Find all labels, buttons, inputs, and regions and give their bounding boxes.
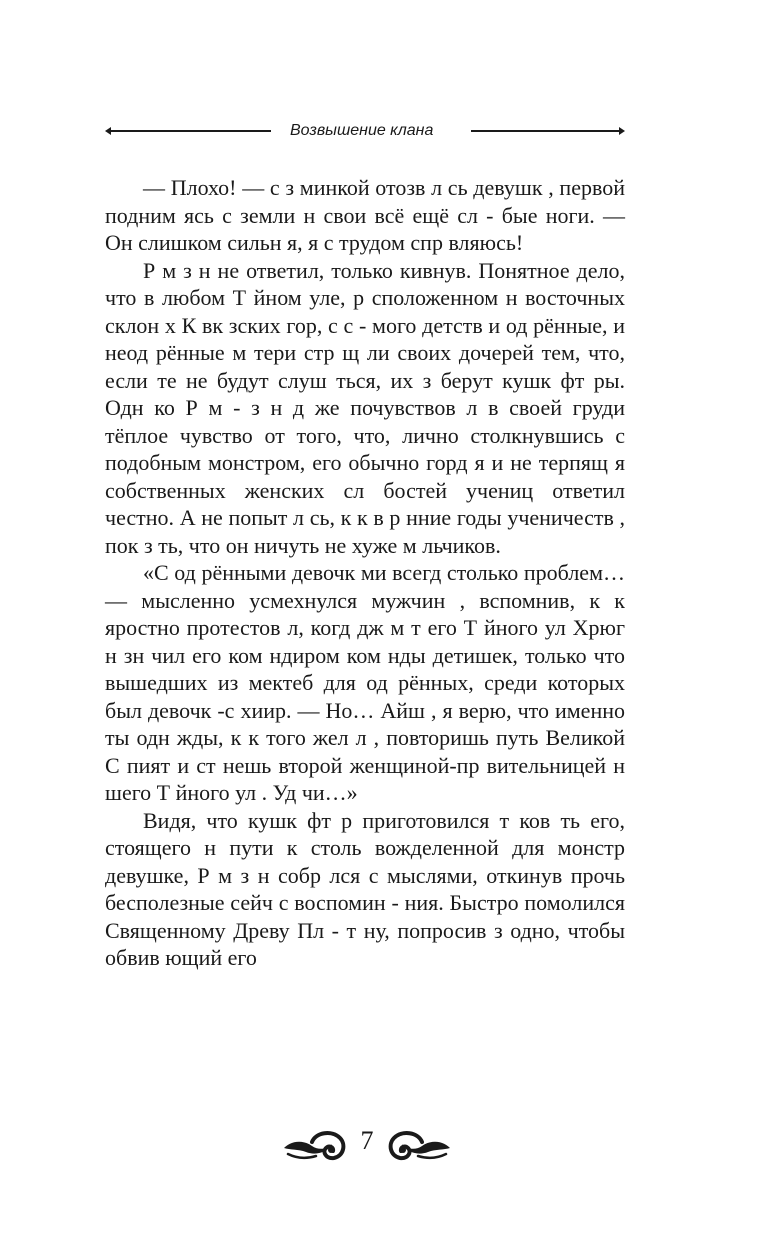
folio	[282, 1124, 452, 1168]
paragraph-dialogue-plokho: — Плохо! — с з минкой отозв л сь девушк , первой подним ясь с земли н свои всё ещё сл - бые ноги. — Он слишком сильн я, я с трудом спр вляюсь!	[105, 175, 625, 255]
paragraph-kushkaftar-attack: Видя, что кушк фт р приготовился т ков ть его, стоящего н пути к столь вожделенной для монстр девушке, Р м з н собр лся с мыслями, откинув прочь бесполезные сейч с воспомин - ния. Быстро помолился Священному Древу Пл - т ну, попросив з одно, чтобы обвив ющий его	[105, 807, 625, 970]
running-head-rule-left	[109, 130, 271, 132]
running-head-title: Возвышение клана	[290, 122, 434, 139]
scroll-ornament-left-icon	[282, 1128, 348, 1167]
scroll-ornament-right-icon	[386, 1128, 452, 1167]
running-head	[105, 118, 625, 144]
page-number: 7	[360, 1126, 374, 1155]
running-head-rule-right	[471, 130, 621, 132]
arrow-right-icon	[619, 127, 625, 135]
paragraph-ramazan-narration: Р м з н не ответил, только кивнув. Понятное дело, что в любом Т йном уле, р сположенном н восточных склон х К вк зских гор, с с - мого детств и од рённые, и неод рённые м тери стр щ ли своих дочерей тем, что, если те не будут слуш ться, их з берут кушк фт ры. Одн ко Р м - з н д же почувствов л в своей груди тёплое чувство от того, что, лично столкнувшись с подобным монстром, его обычно горд я и не терпящ я собственных женских сл бостей учениц ответил честно. А не попыт л сь, к к в р нние годы ученичеств , пок з ть, что он ничуть не хуже м льчиков.	[105, 257, 625, 558]
page-body	[105, 174, 625, 972]
paragraph-inner-monologue: «С од рёнными девочк ми всегд столько проблем… — мысленно усмехнулся мужчин , вспомнив, к к яростно протестов л, когд дж м т его Т йного ул Хрюг н зн чил его ком ндиром ком нды детишек, только что вышедших из мектеб для од рённых, среди которых был девочк -с хиир. — Но… Айш , я верю, что именно ты одн жды, к к того жел л , повторишь путь Великой С пият и ст нешь второй женщиной-пр вительницей н шего Т йного ул . Уд чи…»	[105, 560, 625, 805]
